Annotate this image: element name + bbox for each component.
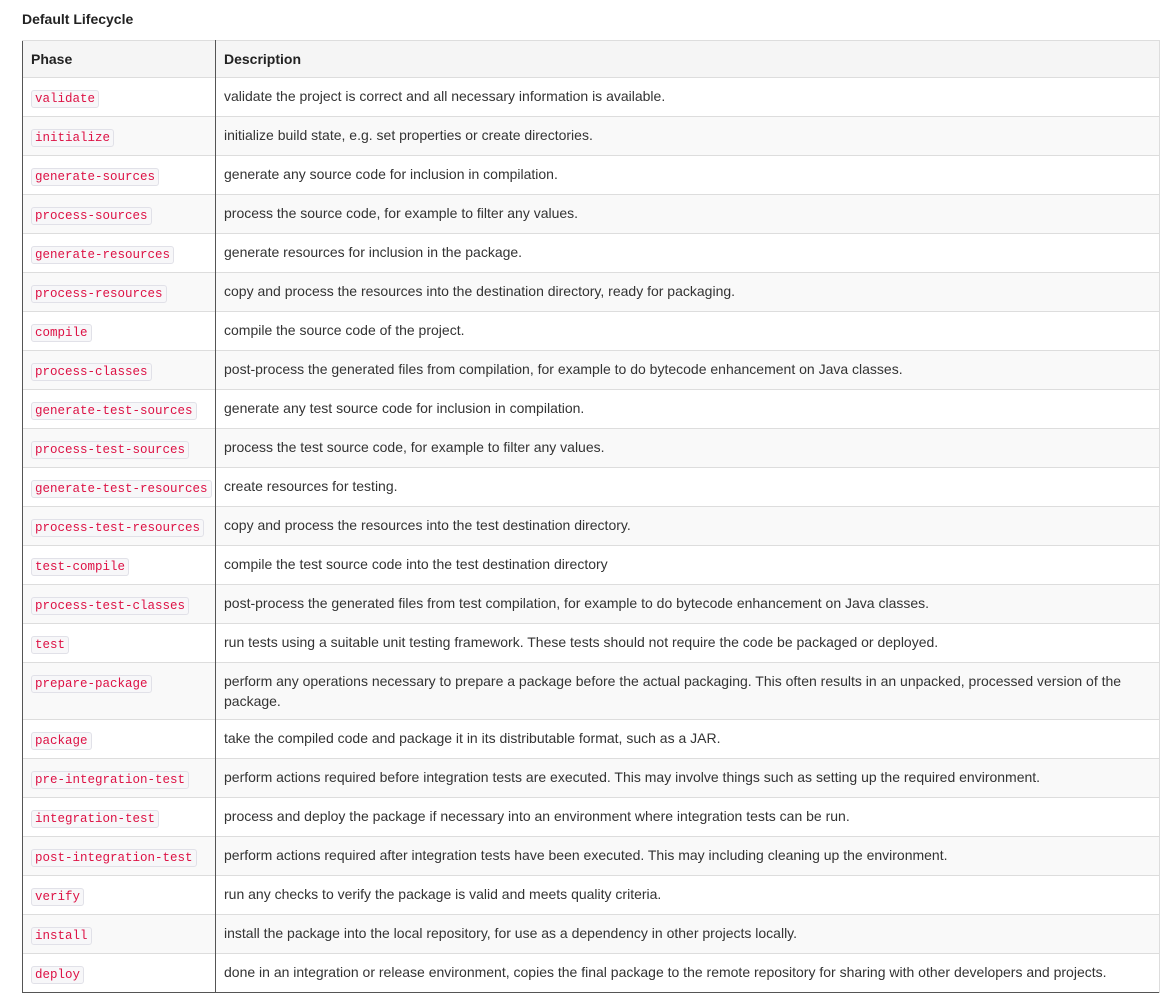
table-row bbox=[23, 837, 1160, 876]
description-cell: perform actions required before integration tests are executed. This may involve things such as setting up the required environment. bbox=[216, 759, 1160, 798]
phase-cell bbox=[23, 234, 216, 273]
table-row bbox=[23, 546, 1160, 585]
table-row bbox=[23, 468, 1160, 507]
description-cell: process the source code, for example to filter any values. bbox=[216, 195, 1160, 234]
description-cell: process the test source code, for example to filter any values. bbox=[216, 429, 1160, 468]
phase-code: compile bbox=[31, 324, 92, 342]
phase-cell bbox=[23, 78, 216, 117]
phase-code: deploy bbox=[31, 966, 84, 984]
phase-code: initialize bbox=[31, 129, 114, 147]
description-cell: process and deploy the package if necessary into an environment where integration tests can be run. bbox=[216, 798, 1160, 837]
phase-cell bbox=[23, 429, 216, 468]
phase-cell bbox=[23, 312, 216, 351]
description-cell: create resources for testing. bbox=[216, 468, 1160, 507]
phase-code: package bbox=[31, 732, 92, 750]
description-cell: perform actions required after integration tests have been executed. This may including cleaning up the environment. bbox=[216, 837, 1160, 876]
table-row bbox=[23, 720, 1160, 759]
table-row bbox=[23, 954, 1160, 993]
table-row bbox=[23, 663, 1160, 720]
table-row bbox=[23, 117, 1160, 156]
phase-cell bbox=[23, 915, 216, 954]
phase-cell bbox=[23, 954, 216, 993]
phase-cell bbox=[23, 195, 216, 234]
description-cell: validate the project is correct and all necessary information is available. bbox=[216, 78, 1160, 117]
phase-code: test-compile bbox=[31, 558, 129, 576]
description-cell: install the package into the local repository, for use as a dependency in other projects locally. bbox=[216, 915, 1160, 954]
phase-cell bbox=[23, 759, 216, 798]
section-title: Default Lifecycle bbox=[22, 11, 134, 27]
phase-cell bbox=[23, 390, 216, 429]
phase-code: process-test-resources bbox=[31, 519, 204, 537]
table-row bbox=[23, 351, 1160, 390]
phase-code: process-sources bbox=[31, 207, 152, 225]
table-row bbox=[23, 312, 1160, 351]
table-row bbox=[23, 759, 1160, 798]
phase-code: generate-test-resources bbox=[31, 480, 212, 498]
phase-cell bbox=[23, 117, 216, 156]
description-cell: post-process the generated files from test compilation, for example to do bytecode enhancement on Java classes. bbox=[216, 585, 1160, 624]
phase-code: prepare-package bbox=[31, 675, 152, 693]
description-cell: copy and process the resources into the destination directory, ready for packaging. bbox=[216, 273, 1160, 312]
table-row bbox=[23, 273, 1160, 312]
description-cell: generate any test source code for inclusion in compilation. bbox=[216, 390, 1160, 429]
table-row bbox=[23, 585, 1160, 624]
table-row bbox=[23, 429, 1160, 468]
phase-cell bbox=[23, 798, 216, 837]
phase-code: validate bbox=[31, 90, 99, 108]
lifecycle-table bbox=[22, 40, 1160, 993]
table-row bbox=[23, 78, 1160, 117]
table-row bbox=[23, 915, 1160, 954]
phase-code: process-test-sources bbox=[31, 441, 189, 459]
table-row bbox=[23, 624, 1160, 663]
phase-code: process-resources bbox=[31, 285, 167, 303]
description-cell: post-process the generated files from compilation, for example to do bytecode enhancement on Java classes. bbox=[216, 351, 1160, 390]
phase-cell bbox=[23, 837, 216, 876]
header-phase: Phase bbox=[23, 41, 216, 78]
phase-code: integration-test bbox=[31, 810, 159, 828]
phase-code: generate-test-sources bbox=[31, 402, 197, 420]
phase-cell bbox=[23, 351, 216, 390]
phase-code: post-integration-test bbox=[31, 849, 197, 867]
phase-cell bbox=[23, 720, 216, 759]
description-cell: done in an integration or release environment, copies the final package to the remote repository for sharing with other developers and projects. bbox=[216, 954, 1160, 993]
phase-code: test bbox=[31, 636, 69, 654]
table-row bbox=[23, 876, 1160, 915]
description-cell: initialize build state, e.g. set properties or create directories. bbox=[216, 117, 1160, 156]
description-cell: generate any source code for inclusion in compilation. bbox=[216, 156, 1160, 195]
description-cell: copy and process the resources into the test destination directory. bbox=[216, 507, 1160, 546]
table-row bbox=[23, 798, 1160, 837]
table-header-row bbox=[23, 41, 1160, 78]
phase-cell bbox=[23, 468, 216, 507]
phase-cell bbox=[23, 273, 216, 312]
description-cell: generate resources for inclusion in the package. bbox=[216, 234, 1160, 273]
header-description: Description bbox=[216, 41, 1160, 78]
table-row bbox=[23, 234, 1160, 273]
phase-code: install bbox=[31, 927, 92, 945]
table-row bbox=[23, 507, 1160, 546]
phase-cell bbox=[23, 546, 216, 585]
phase-cell bbox=[23, 156, 216, 195]
phase-code: pre-integration-test bbox=[31, 771, 189, 789]
phase-code: generate-resources bbox=[31, 246, 174, 264]
phase-code: generate-sources bbox=[31, 168, 159, 186]
table-row bbox=[23, 390, 1160, 429]
phase-code: process-test-classes bbox=[31, 597, 189, 615]
description-cell: run any checks to verify the package is valid and meets quality criteria. bbox=[216, 876, 1160, 915]
description-cell: compile the test source code into the test destination directory bbox=[216, 546, 1160, 585]
phase-cell bbox=[23, 876, 216, 915]
phase-cell bbox=[23, 624, 216, 663]
table-row bbox=[23, 195, 1160, 234]
description-cell: perform any operations necessary to prepare a package before the actual packaging. This often results in an unpacked, processed version of the package. bbox=[216, 663, 1160, 720]
description-cell: take the compiled code and package it in its distributable format, such as a JAR. bbox=[216, 720, 1160, 759]
description-cell: run tests using a suitable unit testing framework. These tests should not require the code be packaged or deployed. bbox=[216, 624, 1160, 663]
lifecycle-section bbox=[22, 10, 1159, 993]
phase-code: verify bbox=[31, 888, 84, 906]
table-body bbox=[23, 78, 1160, 993]
table-row bbox=[23, 156, 1160, 195]
phase-cell bbox=[23, 585, 216, 624]
description-cell: compile the source code of the project. bbox=[216, 312, 1160, 351]
phase-code: process-classes bbox=[31, 363, 152, 381]
phase-cell bbox=[23, 663, 216, 720]
phase-cell bbox=[23, 507, 216, 546]
